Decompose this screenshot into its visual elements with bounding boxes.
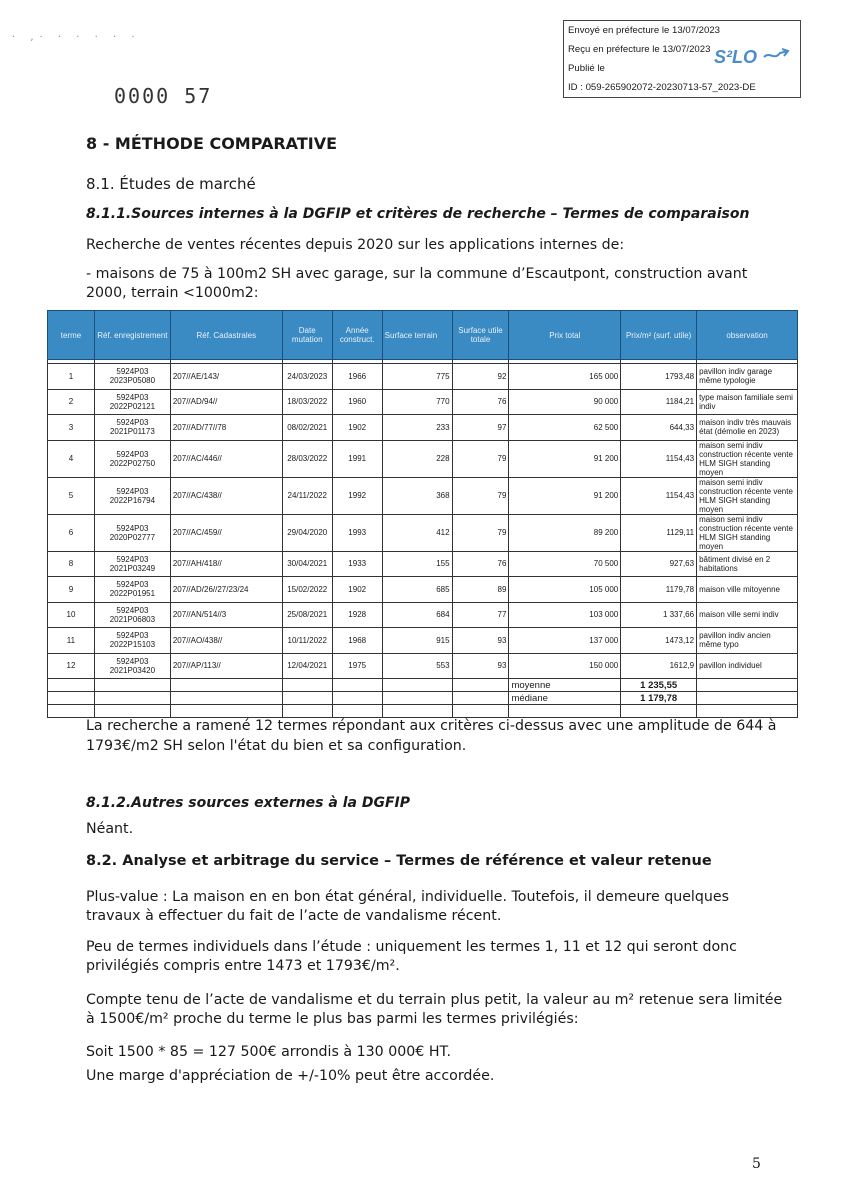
cell-surface-utile: 76 (452, 551, 509, 577)
stamp-sent-date: Envoyé en préfecture le 13/07/2023 (568, 25, 721, 36)
cell-terme: 1 (48, 364, 95, 390)
cell-ref-enregistrement: 5924P03 2022P02750 (94, 440, 170, 477)
cell-terme: 9 (48, 577, 95, 603)
criteria-line: - maisons de 75 à 100m2 SH avec garage, sur la commune d’Escautpont, construction avant 2000, terrain <1000m2: (86, 266, 748, 301)
cell-observation: maison ville mitoyenne (697, 577, 798, 603)
cell-prix-m2: 1473,12 (621, 628, 697, 654)
cell-observation: maison semi indiv construction récente vente HLM SIGH standing moyen (697, 514, 798, 551)
cell-annee-construct: 1991 (332, 440, 382, 477)
document-number: 0000 57 (114, 84, 213, 108)
header-surface-utile: Surface utile totale (452, 311, 509, 360)
cell-prix-m2: 1612,9 (621, 653, 697, 679)
cell-observation: bâtiment divisé en 2 habitations (697, 551, 798, 577)
cell-annee-construct: 1975 (332, 653, 382, 679)
cell-ref-enregistrement: 5924P03 2021P03420 (94, 653, 170, 679)
cell-surface-terrain: 685 (382, 577, 452, 603)
empty-cell (170, 692, 282, 705)
cell-surface-terrain: 553 (382, 653, 452, 679)
comparison-table (47, 310, 798, 718)
cell-prix-total: 89 200 (509, 514, 621, 551)
cell-prix-m2: 1 337,66 (621, 602, 697, 628)
cell-annee-construct: 1993 (332, 514, 382, 551)
cell-prix-m2: 1184,21 (621, 389, 697, 415)
slo-logo (712, 43, 790, 69)
cell-surface-terrain: 233 (382, 415, 452, 441)
cell-ref-enregistrement: 5924P03 2021P01173 (94, 415, 170, 441)
margin-line: Une marge d'appréciation de +/-10% peut être accordée. (86, 1068, 495, 1084)
cell-annee-construct: 1933 (332, 551, 382, 577)
empty-cell (282, 679, 332, 692)
cell-date-mutation: 08/02/2021 (282, 415, 332, 441)
cell-terme: 10 (48, 602, 95, 628)
cell-prix-m2: 927,63 (621, 551, 697, 577)
cell-surface-utile: 76 (452, 389, 509, 415)
empty-cell (697, 692, 798, 705)
cell-prix-m2: 1129,11 (621, 514, 697, 551)
cell-surface-terrain: 368 (382, 477, 452, 514)
cell-prix-total: 150 000 (509, 653, 621, 679)
cell-ref-cadastrales: 207//AD/26//27/23/24 (170, 577, 282, 603)
header-prix-total: Prix total (509, 311, 621, 360)
retained-value-paragraph: Compte tenu de l’acte de vandalisme et du terrain plus petit, la valeur au m² retenue sera limitée à 1500€/m² proche du terme le plus bas parmi les termes privilégiés: (86, 992, 783, 1027)
cell-date-mutation: 18/03/2022 (282, 389, 332, 415)
cell-terme: 4 (48, 440, 95, 477)
summary-paragraph: La recherche a ramené 12 termes répondant aux critères ci-dessus avec une amplitude de 644 à 1793€/m2 SH selon l'état du bien et sa configuration. (86, 718, 777, 754)
cell-ref-enregistrement: 5924P03 2022P15103 (94, 628, 170, 654)
cell-observation: maison ville semi indiv (697, 602, 798, 628)
cell-annee-construct: 1928 (332, 602, 382, 628)
cell-prix-m2: 644,33 (621, 415, 697, 441)
cell-prix-m2: 1179,78 (621, 577, 697, 603)
cell-ref-enregistrement: 5924P03 2022P16794 (94, 477, 170, 514)
cell-date-mutation: 15/02/2022 (282, 577, 332, 603)
empty-cell (170, 679, 282, 692)
stat-label: médiane (509, 692, 621, 705)
table-stat-row (48, 679, 798, 692)
empty-cell (382, 679, 452, 692)
cell-ref-cadastrales: 207//AC/438// (170, 477, 282, 514)
external-sources-none: Néant. (86, 821, 134, 837)
stamp-id: ID : 059-265902072-20230713-57_2023-DE (568, 82, 756, 93)
cell-surface-terrain: 412 (382, 514, 452, 551)
cell-ref-cadastrales: 207//AC/459// (170, 514, 282, 551)
prefecture-stamp (563, 20, 801, 98)
cell-observation: maison semi indiv construction récente vente HLM SIGH standing moyen (697, 477, 798, 514)
cell-terme: 2 (48, 389, 95, 415)
cell-surface-terrain: 775 (382, 364, 452, 390)
empty-cell (48, 692, 95, 705)
cell-surface-utile: 79 (452, 477, 509, 514)
intro-line: Recherche de ventes récentes depuis 2020 sur les applications internes de: (86, 237, 625, 253)
cell-surface-utile: 79 (452, 440, 509, 477)
cell-surface-utile: 97 (452, 415, 509, 441)
table-row (48, 389, 798, 415)
cell-prix-total: 105 000 (509, 577, 621, 603)
cell-surface-terrain: 770 (382, 389, 452, 415)
cell-ref-cadastrales: 207//AH/418// (170, 551, 282, 577)
cell-prix-total: 90 000 (509, 389, 621, 415)
cell-annee-construct: 1992 (332, 477, 382, 514)
empty-cell (697, 679, 798, 692)
cell-surface-utile: 93 (452, 653, 509, 679)
cell-surface-utile: 92 (452, 364, 509, 390)
cell-observation: maison semi indiv construction récente vente HLM SIGH standing moyen (697, 440, 798, 477)
empty-cell (452, 692, 509, 705)
cell-observation: pavillon indiv garage même typologie (697, 364, 798, 390)
cell-prix-total: 137 000 (509, 628, 621, 654)
cell-surface-terrain: 684 (382, 602, 452, 628)
header-prix-m2: Prix/m² (surf. utile) (621, 311, 697, 360)
section-title: 8 - MÉTHODE COMPARATIVE (86, 134, 337, 153)
empty-cell (332, 692, 382, 705)
empty-cell (332, 679, 382, 692)
cell-ref-enregistrement: 5924P03 2022P01951 (94, 577, 170, 603)
subsection-market-studies: 8.1. Études de marché (86, 175, 256, 193)
cell-ref-cadastrales: 207//AN/514//3 (170, 602, 282, 628)
cell-date-mutation: 24/03/2023 (282, 364, 332, 390)
empty-cell (452, 679, 509, 692)
table-row (48, 440, 798, 477)
cell-annee-construct: 1902 (332, 577, 382, 603)
empty-cell (282, 692, 332, 705)
cell-date-mutation: 29/04/2020 (282, 514, 332, 551)
subsection-internal-sources: 8.1.1.Sources internes à la DGFIP et critères de recherche – Termes de comparaison (86, 206, 750, 222)
empty-cell (48, 679, 95, 692)
cell-prix-total: 91 200 (509, 477, 621, 514)
cell-terme: 3 (48, 415, 95, 441)
stamp-published: Publié le (568, 63, 605, 74)
cell-date-mutation: 30/04/2021 (282, 551, 332, 577)
stat-value: 1 235,55 (621, 679, 697, 692)
table-row (48, 477, 798, 514)
cell-prix-total: 165 000 (509, 364, 621, 390)
cell-ref-enregistrement: 5924P03 2022P02121 (94, 389, 170, 415)
header-terme: terme (48, 311, 95, 360)
cell-surface-terrain: 915 (382, 628, 452, 654)
calculation-line: Soit 1500 * 85 = 127 500€ arrondis à 130 000€ HT. (86, 1044, 451, 1060)
page-number: 5 (752, 1156, 761, 1172)
cell-ref-enregistrement: 5924P03 2020P02777 (94, 514, 170, 551)
cell-ref-cadastrales: 207//AP/113// (170, 653, 282, 679)
cell-terme: 12 (48, 653, 95, 679)
cell-observation: type maison familiale semi indiv (697, 389, 798, 415)
cell-prix-total: 62 500 (509, 415, 621, 441)
table-row (48, 653, 798, 679)
cell-ref-cadastrales: 207//AO/438// (170, 628, 282, 654)
cell-date-mutation: 28/03/2022 (282, 440, 332, 477)
header-surface-terrain: Surface terrain (382, 311, 452, 360)
plus-value-paragraph: Plus-value : La maison en en bon état général, individuelle. Toutefois, il demeure quelques travaux à effectuer du fait de l’acte de vandalisme récent. (86, 889, 729, 924)
cell-date-mutation: 24/11/2022 (282, 477, 332, 514)
empty-cell (382, 692, 452, 705)
subsection-analysis: 8.2. Analyse et arbitrage du service – Termes de référence et valeur retenue (86, 853, 712, 869)
cell-date-mutation: 12/04/2021 (282, 653, 332, 679)
header-date-mutation: Date mutation (282, 311, 332, 360)
cell-terme: 8 (48, 551, 95, 577)
cell-ref-cadastrales: 207//AD/94// (170, 389, 282, 415)
cell-ref-enregistrement: 5924P03 2023P05080 (94, 364, 170, 390)
table-stat-row (48, 692, 798, 705)
cell-surface-terrain: 155 (382, 551, 452, 577)
cell-prix-m2: 1793,48 (621, 364, 697, 390)
cell-ref-enregistrement: 5924P03 2021P06803 (94, 602, 170, 628)
table-row (48, 577, 798, 603)
cell-date-mutation: 25/08/2021 (282, 602, 332, 628)
cell-date-mutation: 10/11/2022 (282, 628, 332, 654)
table-row (48, 551, 798, 577)
table-row (48, 415, 798, 441)
cell-observation: pavillon indiv ancien même typo (697, 628, 798, 654)
cell-prix-m2: 1154,43 (621, 440, 697, 477)
cell-surface-utile: 77 (452, 602, 509, 628)
cell-terme: 11 (48, 628, 95, 654)
cell-annee-construct: 1902 (332, 415, 382, 441)
stamp-received-date: Reçu en préfecture le 13/07/2023 (568, 44, 711, 55)
few-terms-paragraph: Peu de termes individuels dans l’étude : uniquement les termes 1, 11 et 12 qui seront donc privilégiés compris entre 1473 et 1793€/m². (86, 939, 737, 974)
slo-logo-text: S²LO (714, 47, 757, 67)
table-row (48, 364, 798, 390)
cell-prix-total: 91 200 (509, 440, 621, 477)
table-header-row (48, 311, 798, 360)
cell-prix-m2: 1154,43 (621, 477, 697, 514)
cell-prix-total: 70 500 (509, 551, 621, 577)
cell-ref-cadastrales: 207//AE/143/ (170, 364, 282, 390)
cell-terme: 6 (48, 514, 95, 551)
empty-cell (94, 679, 170, 692)
subsection-external-sources: 8.1.2.Autres sources externes à la DGFIP (86, 795, 410, 811)
table-row (48, 514, 798, 551)
table-row (48, 602, 798, 628)
cell-ref-cadastrales: 207//AC/446// (170, 440, 282, 477)
cell-terme: 5 (48, 477, 95, 514)
scan-specks: · ,· · · · · · (12, 32, 141, 43)
cell-prix-total: 103 000 (509, 602, 621, 628)
header-ref-enregistrement: Réf. enregistrement (94, 311, 170, 360)
table-row (48, 628, 798, 654)
stat-value: 1 179,78 (621, 692, 697, 705)
cell-surface-utile: 89 (452, 577, 509, 603)
cell-observation: maison indiv très mauvais état (démolie en 2023) (697, 415, 798, 441)
cell-annee-construct: 1960 (332, 389, 382, 415)
cell-ref-enregistrement: 5924P03 2021P03249 (94, 551, 170, 577)
header-annee-construct: Année construct. (332, 311, 382, 360)
cell-surface-utile: 79 (452, 514, 509, 551)
cell-surface-terrain: 228 (382, 440, 452, 477)
header-ref-cadastrales: Réf. Cadastrales (170, 311, 282, 360)
cell-annee-construct: 1966 (332, 364, 382, 390)
header-observation: observation (697, 311, 798, 360)
cell-annee-construct: 1968 (332, 628, 382, 654)
cell-observation: pavillon individuel (697, 653, 798, 679)
cell-ref-cadastrales: 207//AD/77//78 (170, 415, 282, 441)
empty-cell (94, 692, 170, 705)
stat-label: moyenne (509, 679, 621, 692)
cell-surface-utile: 93 (452, 628, 509, 654)
